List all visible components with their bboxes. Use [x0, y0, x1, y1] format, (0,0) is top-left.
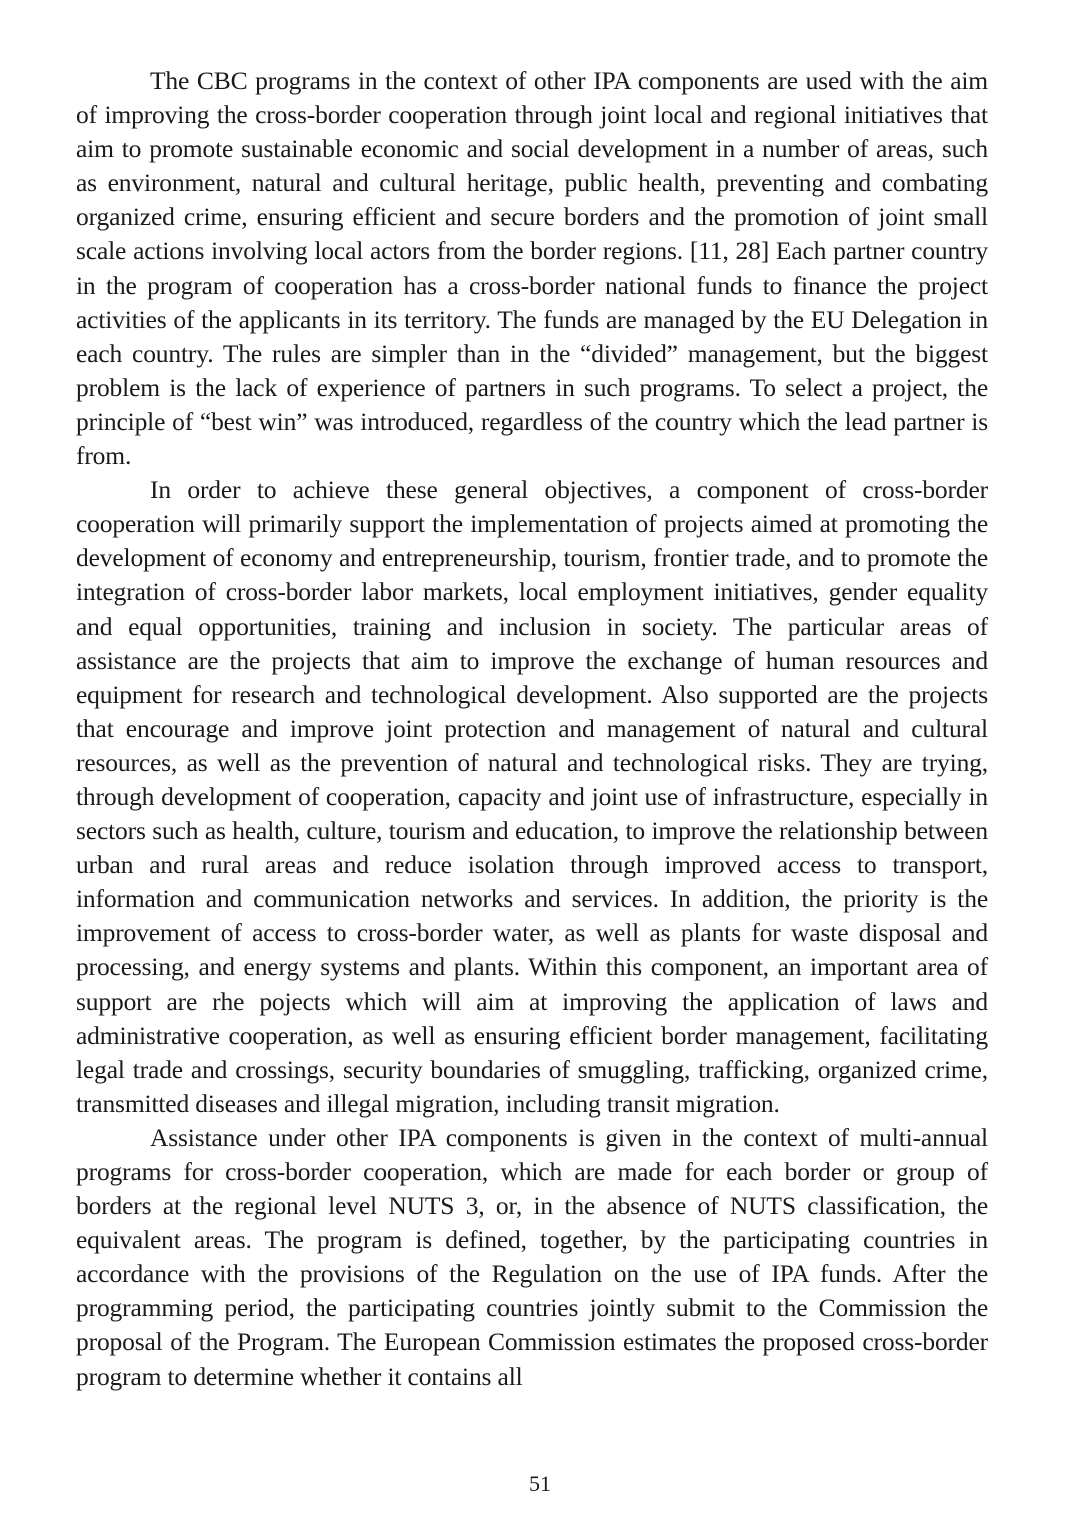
- document-page: [76, 64, 988, 1394]
- paragraph-cbc-programs: The CBC programs in the context of other IPA components are used with the aim of improving the cross-border cooperation through joint local and regional initiatives that aim to promote sustainable economic and social development in a number of areas, such as environment, natural and cultural heritage, public health, preventing and combating organized crime, ensuring efficient and secure borders and the promotion of joint small scale actions involving local actors from the border regions. [11, 28] Each partner country in the program of cooperation has a cross-border national funds to finance the project activities of the applicants in its territory. The funds are managed by the EU Delegation in each country. The rules are simpler than in the “divided” management, but the biggest problem is the lack of experience of partners in such programs. To select a project, the principle of “best win” was introduced, regardless of the country which the lead partner is from.: [76, 66, 988, 471]
- paragraph-general-objectives: In order to achieve these general objectives, a component of cross-border cooperation will primarily support the implementation of projects aimed at promoting the development of economy and entrepreneurship, tourism, frontier trade, and to promote the integration of cross-border labor markets, local employment initiatives, gender equality and equal opportunities, training and inclusion in society. The particular areas of assistance are the projects that aim to improve the exchange of human resources and equipment for research and technological development. Also supported are the projects that encourage and improve joint protection and management of natural and cultural resources, as well as the prevention of natural and technological risks. They are trying, through development of cooperation, capacity and joint use of infrastructure, especially in sectors such as health, culture, tourism and education, to improve the relationship between urban and rural areas and reduce isolation through improved access to transport, information and communication networks and services. In addition, the priority is the improvement of access to cross-border water, as well as plants for waste disposal and processing, and energy systems and plants. Within this component, an important area of support are rhe pojects which will aim at improving the application of laws and administrative cooperation, as well as ensuring efficient border management, facilitating legal trade and crossings, security boundaries of smuggling, trafficking, organized crime, transmitted diseases and illegal migration, including transit migration.: [76, 475, 988, 1118]
- paragraph-assistance-ipa: Assistance under other IPA components is given in the context of multi-annual programs for cross-border cooperation, which are made for each border or group of borders at the regional level NUTS 3, or, in the absence of NUTS classification, the equivalent areas. The program is defined, together, by the participating countries in accordance with the provisions of the Regulation on the use of IPA funds. After the programming period, the participating countries jointly submit to the Commission the proposal of the Program. The European Commission estimates the proposed cross-border program to determine whether it contains all: [76, 1122, 988, 1391]
- page-number: 51: [529, 1471, 551, 1496]
